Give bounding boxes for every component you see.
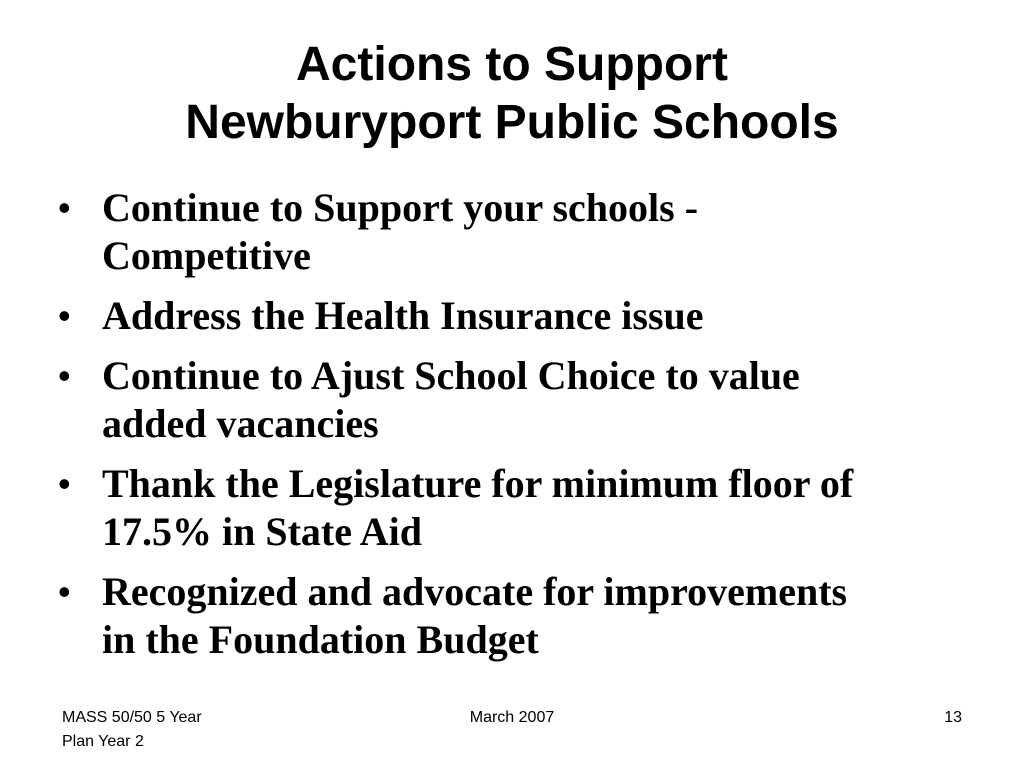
bullet-text-line-2: added vacancies [102,401,379,446]
bullet-text-line-2: 17.5% in State Aid [102,509,423,554]
page-number: 13 [944,709,962,726]
slide-title [0,36,1024,152]
footer-left-line-2: Plan Year 2 [62,733,144,750]
bullet-dot: • [58,571,71,612]
slide-title-line-2: Newburyport Public Schools [185,96,839,149]
bullet-list [58,184,978,676]
bullet-text-line-2: Competitive [102,233,311,278]
bullet-item [58,352,978,448]
bullet-text-line-1: Address the Health Insurance issue [102,293,704,338]
bullet-dot: • [58,463,71,504]
bullet-item [58,184,978,280]
bullet-dot: • [58,355,71,396]
bullet-text-line-1: Continue to Support your schools - [102,185,699,230]
footer-left-line-1: MASS 50/50 5 Year [62,709,202,726]
bullet-item [58,292,978,340]
bullet-item [58,568,978,664]
footer-date: March 2007 [469,709,555,726]
bullet-dot: • [58,295,71,336]
bullet-text-line-1: Thank the Legislature for minimum floor of [102,461,854,506]
bullet-dot: • [58,187,71,228]
bullet-text-line-1: Recognized and advocate for improvements [102,569,848,614]
bullet-text-line-1: Continue to Ajust School Choice to value [102,353,800,398]
slide-title-line-1: Actions to Support [296,38,728,91]
bullet-item [58,460,978,556]
bullet-text-line-2: in the Foundation Budget [102,617,539,662]
